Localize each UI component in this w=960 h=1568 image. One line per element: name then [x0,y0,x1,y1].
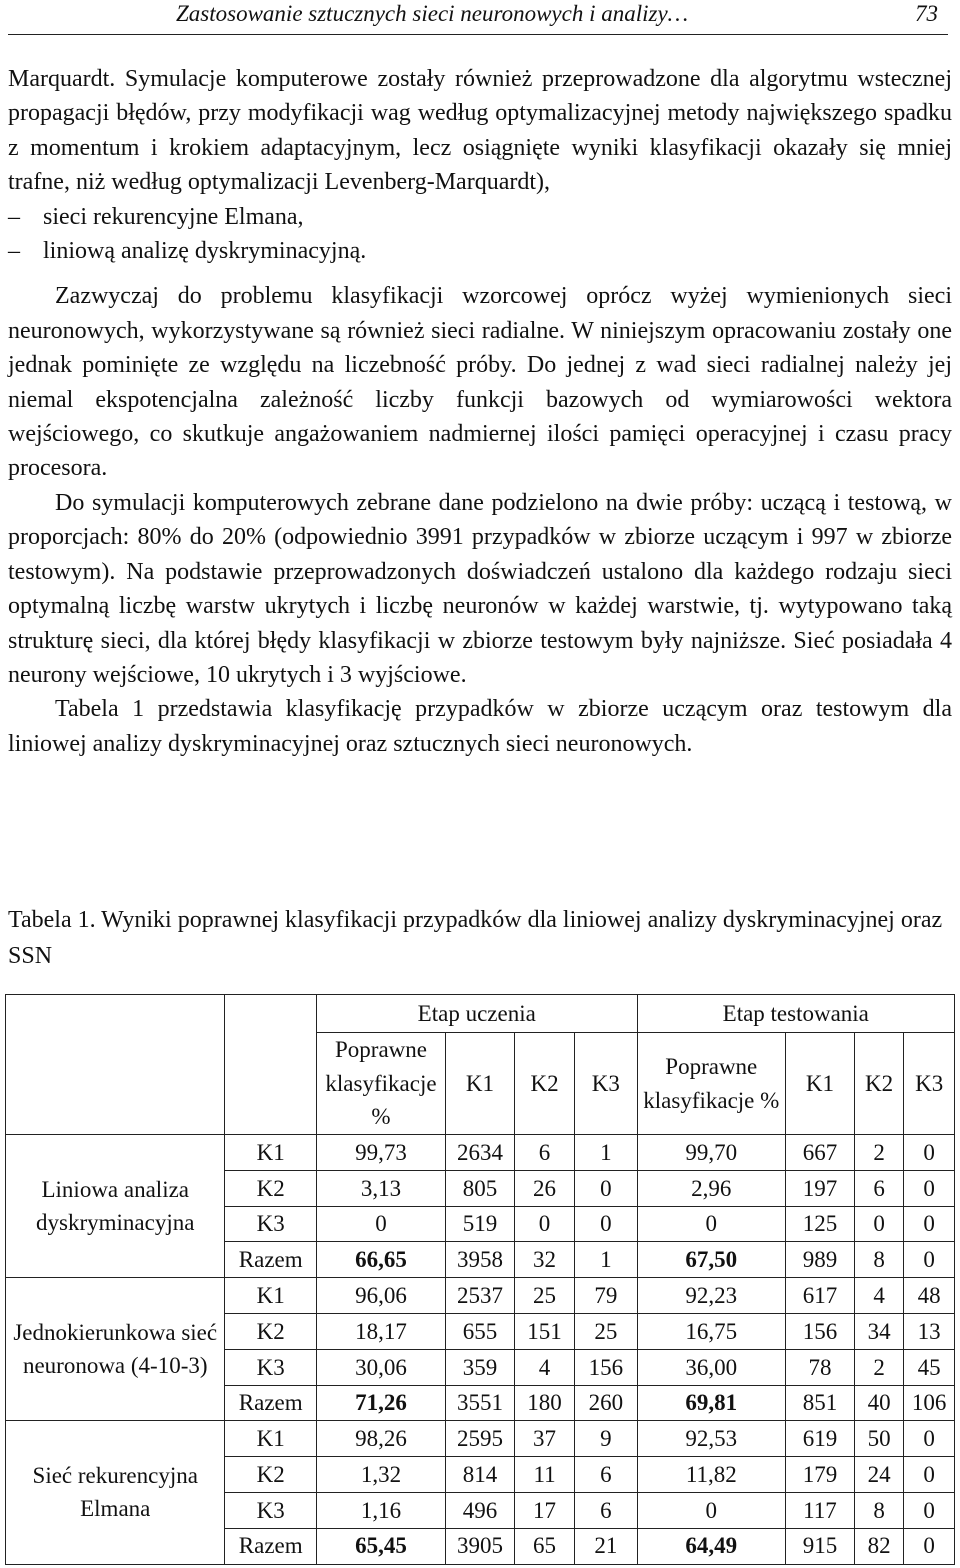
table-cell: 0 [316,1206,445,1242]
row-class-label: K2 [225,1457,316,1493]
table-cell: 78 [786,1349,855,1385]
table-cell: 0 [904,1457,955,1493]
table-cell: 156 [786,1313,855,1349]
table-cell: 21 [575,1528,637,1564]
paragraph-simulation: Do symulacji komputerowych zebrane dane podzielono na dwie próby: uczącą i testową, w proporcjach: 80% do 20% (odpowiednio 3991 przypadków w zbiorze uczącym i 997 w zbiorze testowym). Na podstawie przeprowadzonych doświadczeń ustalono dla każdego rodzaju sieci optymalną liczbę warstw ukrytych i liczbę neuronów w każdej warstwie, tj. wytypowano taką strukturę sieci, dla której błędy klasyfikacji w zbiorze testowym były najniższe. Sieć posiadała 4 neurony wejściowe, 10 ukrytych i 3 wyjściowe. [8,489,952,688]
table-cell: 66,65 [316,1242,445,1278]
table-cell: 6 [575,1457,637,1493]
table-cell: 65 [514,1528,574,1564]
list-item [8,234,952,268]
table-cell: 11 [514,1457,574,1493]
table-cell: 18,17 [316,1313,445,1349]
table-cell: 48 [904,1278,955,1314]
table-cell: 519 [446,1206,515,1242]
table-cell: 667 [786,1135,855,1171]
header-empty-cell [225,995,316,1135]
table-cell: 92,53 [637,1421,785,1457]
table-row [6,1278,955,1314]
table-cell: 2 [854,1135,903,1171]
row-class-label: K2 [225,1170,316,1206]
table-row [6,1421,955,1457]
table-cell: 197 [786,1170,855,1206]
table-cell: 92,23 [637,1278,785,1314]
table-caption: Tabela 1. Wyniki poprawnej klasyfikacji przypadków dla liniowej analizy dyskryminacyjnej oraz SSN [8,907,943,969]
table-cell: 619 [786,1421,855,1457]
row-class-label: K1 [225,1278,316,1314]
header-empty-cell [6,995,225,1135]
table-cell: 359 [446,1349,515,1385]
table-cell: 151 [514,1313,574,1349]
running-title: Zastosowanie sztucznych sieci neuronowych i analizy… [176,1,689,26]
table-cell: 99,70 [637,1135,785,1171]
table-cell: 0 [637,1206,785,1242]
results-table [5,994,955,1565]
table-cell: 16,75 [637,1313,785,1349]
table-cell: 25 [575,1313,637,1349]
table-cell: 36,00 [637,1349,785,1385]
table-cell: 2 [854,1349,903,1385]
col-k3-training: K3 [575,1033,637,1135]
col-k1-training: K1 [446,1033,515,1135]
table-cell: 0 [904,1528,955,1564]
table-cell: 8 [854,1242,903,1278]
col-k2-training: K2 [514,1033,574,1135]
list-item-text: sieci rekurencyjne Elmana, [43,203,304,230]
table-cell: 0 [575,1170,637,1206]
row-class-label: Razem [225,1385,316,1421]
table-cell: 180 [514,1385,574,1421]
stage-training-header: Etap uczenia [316,995,637,1033]
table-cell: 179 [786,1457,855,1493]
row-class-label: K3 [225,1349,316,1385]
row-class-label: K1 [225,1421,316,1457]
table-cell: 915 [786,1528,855,1564]
table-cell: 0 [854,1206,903,1242]
paragraph-continued: Marquardt. Symulacje komputerowe zostały również przeprowadzone dla algorytmu wstecznej propagacji błędów, przy modyfikacji wag według optymalizacyjnej metody największego spadku z momentum i krokiem adaptacyjnym, lecz osiągnięte wyniki klasyfikacji okazały się mniej trafne, niż według optymalizacji Levenberg-Marquardt), [8,66,952,196]
row-class-label: K3 [225,1492,316,1528]
table-cell: 4 [514,1349,574,1385]
table-cell: 851 [786,1385,855,1421]
table-cell: 6 [575,1492,637,1528]
table-cell: 34 [854,1313,903,1349]
table-cell: 1,32 [316,1457,445,1493]
table-cell: 8 [854,1492,903,1528]
table-cell: 3551 [446,1385,515,1421]
table-cell: 3905 [446,1528,515,1564]
table-cell: 655 [446,1313,515,1349]
table-cell: 96,06 [316,1278,445,1314]
table-cell: 3958 [446,1242,515,1278]
table-cell: 79 [575,1278,637,1314]
table-cell: 69,81 [637,1385,785,1421]
table-cell: 25 [514,1278,574,1314]
table-cell: 40 [854,1385,903,1421]
row-class-label: K1 [225,1135,316,1171]
col-correct-testing: Poprawne klasyfikacje % [637,1033,785,1135]
table-cell: 125 [786,1206,855,1242]
col-k2-testing: K2 [854,1033,903,1135]
table-cell: 99,73 [316,1135,445,1171]
method-group-cell: Jednokierunkowa sieć neuronowa (4-10-3) [6,1278,225,1421]
table-cell: 0 [904,1492,955,1528]
running-header [8,0,948,35]
table-cell: 0 [514,1206,574,1242]
table-cell: 11,82 [637,1457,785,1493]
method-group-cell: Liniowa analiza dyskryminacyjna [6,1135,225,1278]
table-cell: 156 [575,1349,637,1385]
table-cell: 67,50 [637,1242,785,1278]
table-cell: 496 [446,1492,515,1528]
table-cell: 65,45 [316,1528,445,1564]
row-class-label: Razem [225,1242,316,1278]
row-class-label: Razem [225,1528,316,1564]
method-group-cell: Sieć rekurencyjna Elmana [6,1421,225,1564]
table-cell: 0 [904,1242,955,1278]
table-cell: 6 [514,1135,574,1171]
table-cell: 50 [854,1421,903,1457]
table-cell: 117 [786,1492,855,1528]
table-cell: 0 [575,1206,637,1242]
table-cell: 0 [904,1421,955,1457]
table-cell: 4 [854,1278,903,1314]
table-cell: 260 [575,1385,637,1421]
table-cell: 71,26 [316,1385,445,1421]
paragraph-table-intro: Tabela 1 przedstawia klasyfikację przypadków w zbiorze uczącym oraz testowym dla liniowej analizy dyskryminacyjnej oraz sztucznych sieci neuronowych. [8,696,952,757]
table-cell: 98,26 [316,1421,445,1457]
table-cell: 26 [514,1170,574,1206]
paragraph-radial: Zazwyczaj do problemu klasyfikacji wzorcowej oprócz wyżej wymienionych sieci neuronowych, wykorzystywane są również sieci radialne. W niniejszym opracowaniu zostały one jednak pominięte ze względu na liczebność próby. Do jednej z wad sieci radialnej należy jej niemal ekspotencjalna zależność liczby funkcji bazowych od wymiarowości wektora wejściowego, co skutkuje angażowaniem nadmiernej ilości pamięci operacyjnej i czasu pracy procesora. [8,283,952,482]
table-cell: 1 [575,1242,637,1278]
table-cell: 1 [575,1135,637,1171]
table-cell: 2537 [446,1278,515,1314]
table-cell: 1,16 [316,1492,445,1528]
page-number: 73 [915,1,938,26]
table-cell: 82 [854,1528,903,1564]
list-item-text: liniową analizę dyskryminacyjną. [43,238,367,265]
table-cell: 989 [786,1242,855,1278]
col-k3-testing: K3 [904,1033,955,1135]
table-cell: 6 [854,1170,903,1206]
row-class-label: K3 [225,1206,316,1242]
table-cell: 814 [446,1457,515,1493]
table-cell: 13 [904,1313,955,1349]
table-cell: 0 [637,1492,785,1528]
dash-bullet: – [8,203,20,230]
table-cell: 0 [904,1206,955,1242]
body-text [8,62,952,761]
table-cell: 37 [514,1421,574,1457]
table-cell: 17 [514,1492,574,1528]
col-k1-testing: K1 [786,1033,855,1135]
table-cell: 805 [446,1170,515,1206]
table-cell: 2,96 [637,1170,785,1206]
row-class-label: K2 [225,1313,316,1349]
table-cell: 2595 [446,1421,515,1457]
table-cell: 32 [514,1242,574,1278]
table-cell: 64,49 [637,1528,785,1564]
table-cell: 9 [575,1421,637,1457]
list-item [8,200,952,234]
table-cell: 617 [786,1278,855,1314]
table-cell: 0 [904,1135,955,1171]
table-cell: 2634 [446,1135,515,1171]
stage-testing-header: Etap testowania [637,995,954,1033]
table-cell: 45 [904,1349,955,1385]
table-cell: 30,06 [316,1349,445,1385]
col-correct-training: Poprawne klasyfikacje % [316,1033,445,1135]
table-cell: 3,13 [316,1170,445,1206]
table-cell: 0 [904,1170,955,1206]
table-cell: 24 [854,1457,903,1493]
table-cell: 106 [904,1385,955,1421]
table-row [6,1135,955,1171]
dash-bullet: – [8,238,20,265]
